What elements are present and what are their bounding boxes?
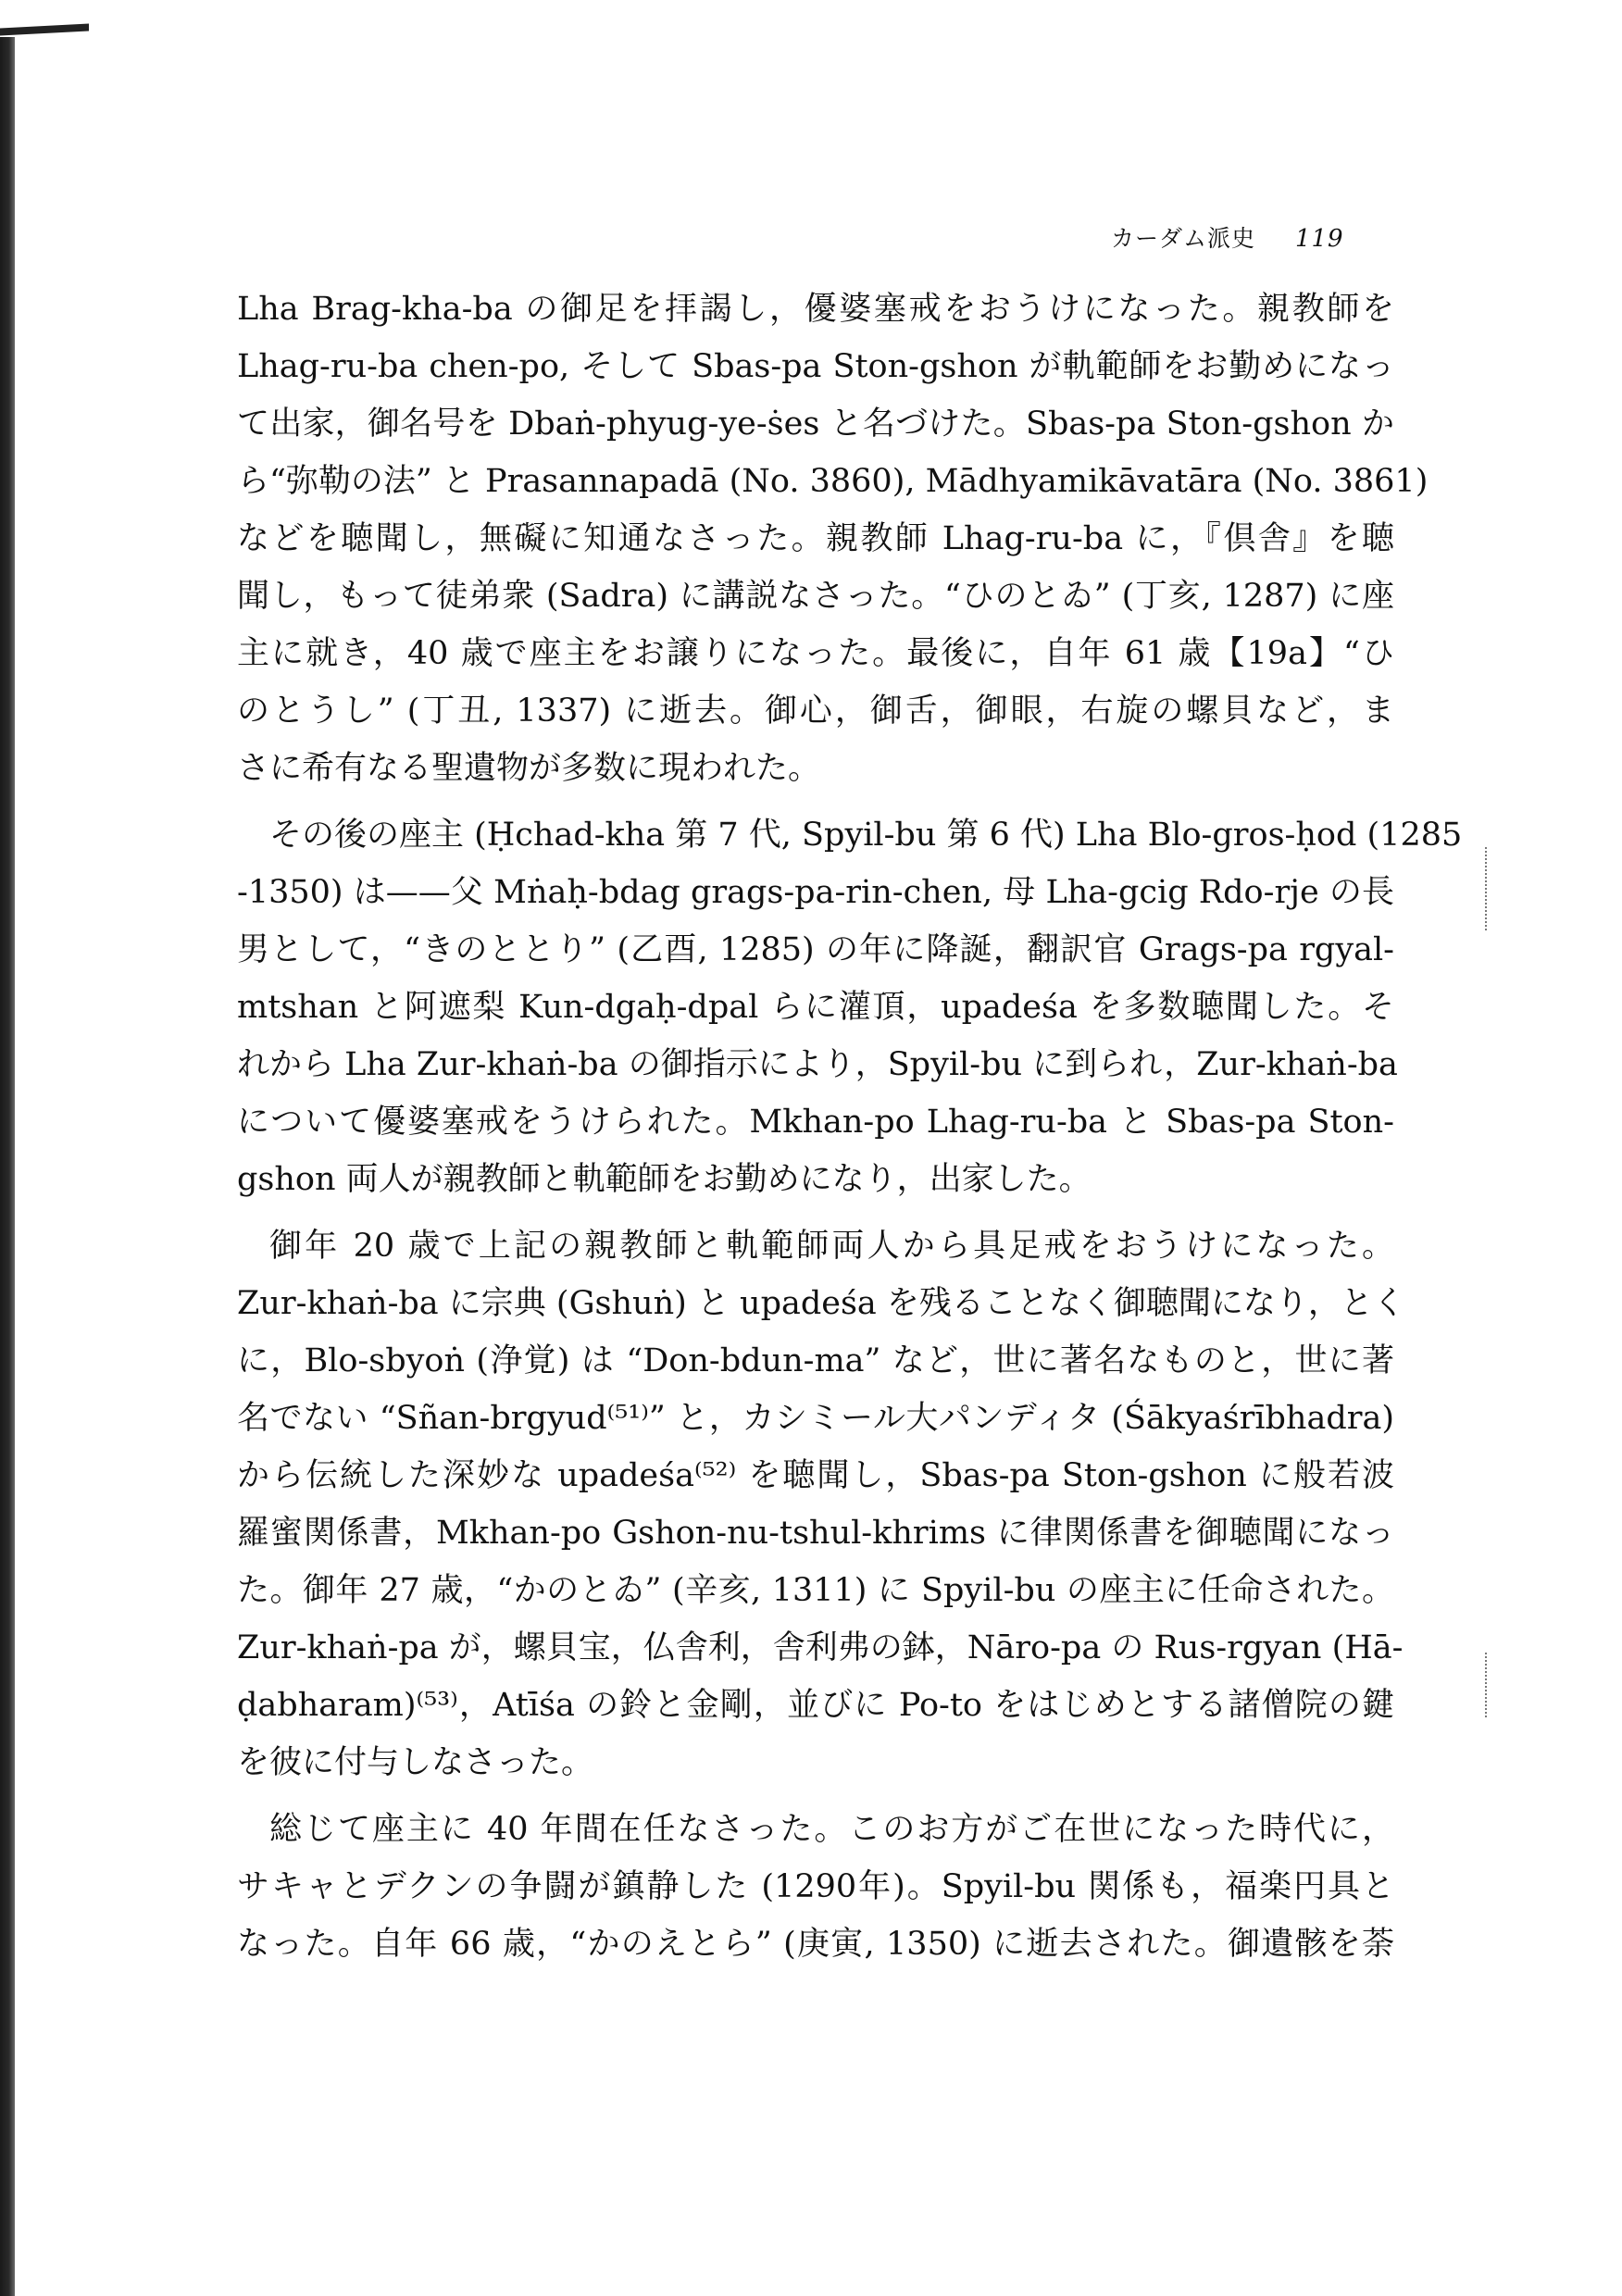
- margin-mark: [1485, 847, 1492, 930]
- binding-shadow: [0, 37, 15, 2296]
- text-line: 名でない “Sñan-brgyud⁽⁵¹⁾” と，カシミール大パンディタ (Śākyaśrībhadra): [237, 1400, 1394, 1437]
- running-head-title: カーダム派史: [1111, 225, 1256, 252]
- text-line: Lhag-ru-ba chen-po, そして Sbas-pa Ston-gshon が軌範師をお勤めになっ: [237, 348, 1394, 385]
- text-line: -1350) は——父 Mṅaḥ-bdag grags-pa-rin-chen, 母 Lha-gcig Rdo-rje の長: [237, 874, 1394, 911]
- text-line: た。御年 27 歳，“かのとゐ” (辛亥, 1311) に Spyil-bu の座主に任命された。: [237, 1572, 1394, 1609]
- text-line: て出家，御名号を Dbaṅ-phyug-ye-ṡes と名づけた。Sbas-pa Ston-gshon か: [237, 406, 1394, 443]
- running-head: [1111, 220, 1389, 254]
- paragraph: [237, 281, 1429, 797]
- text-line: 聞し，もって徒弟衆 (Sadra) に講説なさった。“ひのとゐ” (丁亥, 1287) に座: [237, 578, 1394, 615]
- margin-mark: [1485, 1653, 1492, 1717]
- text-line: サキャとデクンの争闘が鎮静した (1290年)。Spyil-bu 関係も，福楽円具と: [237, 1868, 1394, 1905]
- paragraph: [237, 1801, 1394, 1973]
- text-line: に，Blo-sbyoṅ (浄覚) は “Don-bdun-ma” など，世に著名なものと，世に著: [237, 1342, 1394, 1379]
- text-line: について優婆塞戒をうけられた。Mkhan-po Lhag-ru-ba と Sbas-pa Ston-: [237, 1104, 1394, 1141]
- text-line: 総じて座主に 40 年間在任なさった。このお方がご在世になった時代に，: [269, 1811, 1394, 1848]
- text-line: Zur-khaṅ-pa が，螺貝宝，仏舎利，舎利弗の鉢，Nāro-pa の Rus-rgyan (Hā-: [237, 1629, 1404, 1666]
- text-line: のとうし” (丁丑, 1337) に逝去。御心，御舌，御眼，右旋の螺貝など，ま: [237, 693, 1394, 730]
- text-line: れから Lha Zur-khaṅ-ba の御指示により，Spyil-bu に到られ，Zur-khaṅ-ba: [237, 1046, 1398, 1083]
- text-line: Lha Brag-kha-ba の御足を拝謁し，優婆塞戒をおうけになった。親教師を: [237, 291, 1394, 328]
- text-line: ら“弥勒の法” と Prasannapadā (No. 3860), Mādhyamikāvatāra (No. 3861): [237, 463, 1429, 500]
- text-line: から伝統した深妙な upadeśa⁽⁵²⁾ を聴聞し，Sbas-pa Ston-gshon に般若波: [237, 1457, 1394, 1494]
- page-number: 119: [1294, 225, 1344, 253]
- text-line: などを聴聞し，無礙に知通なさった。親教師 Lhag-ru-ba に，『倶舎』を聴: [237, 520, 1394, 557]
- body-text: [237, 281, 1463, 1973]
- paragraph: [237, 1217, 1405, 1791]
- text-line: 主に就き，40 歳で座主をお譲りになった。最後に，自年 61 歳【19a】“ひ: [237, 635, 1394, 672]
- text-line: さに希有なる聖遺物が多数に現われた。: [237, 750, 821, 787]
- text-line: その後の座主 (Ḥchad-kha 第 7 代, Spyil-bu 第 6 代) Lha Blo-gros-ḥod (1285: [269, 817, 1463, 854]
- paragraph: [237, 806, 1463, 1208]
- text-line: を彼に付与しなさった。: [237, 1744, 594, 1781]
- text-line: Zur-khaṅ-ba に宗典 (Gshuṅ) と upadeśa を残ることなく御聴聞になり，とく: [237, 1285, 1405, 1322]
- text-line: 男として，“きのととり” (乙酉, 1285) の年に降誕，翻訳官 Grags-pa rgyal-: [237, 931, 1394, 968]
- binding-shadow-top: [0, 23, 89, 35]
- text-line: 御年 20 歳で上記の親教師と軌範師両人から具足戒をおうけになった。: [269, 1228, 1394, 1265]
- text-line: mtshan と阿遮梨 Kun-dgaḥ-dpal らに灌頂，upadeśa を多数聴聞した。そ: [237, 989, 1394, 1026]
- text-line: ḍabharam)⁽⁵³⁾，Atīśa の鈴と金剛，並びに Po-to をはじめとする諸僧院の鍵: [237, 1687, 1394, 1724]
- text-line: 羅蜜関係書，Mkhan-po Gshon-nu-tshul-khrims に律関係書を御聴聞になっ: [237, 1515, 1394, 1552]
- text-line: gshon 両人が親教師と軌範師をお勤めになり，出家した。: [237, 1161, 1092, 1198]
- text-line: なった。自年 66 歳，“かのえとら” (庚寅, 1350) に逝去された。御遺骸を荼: [237, 1926, 1394, 1963]
